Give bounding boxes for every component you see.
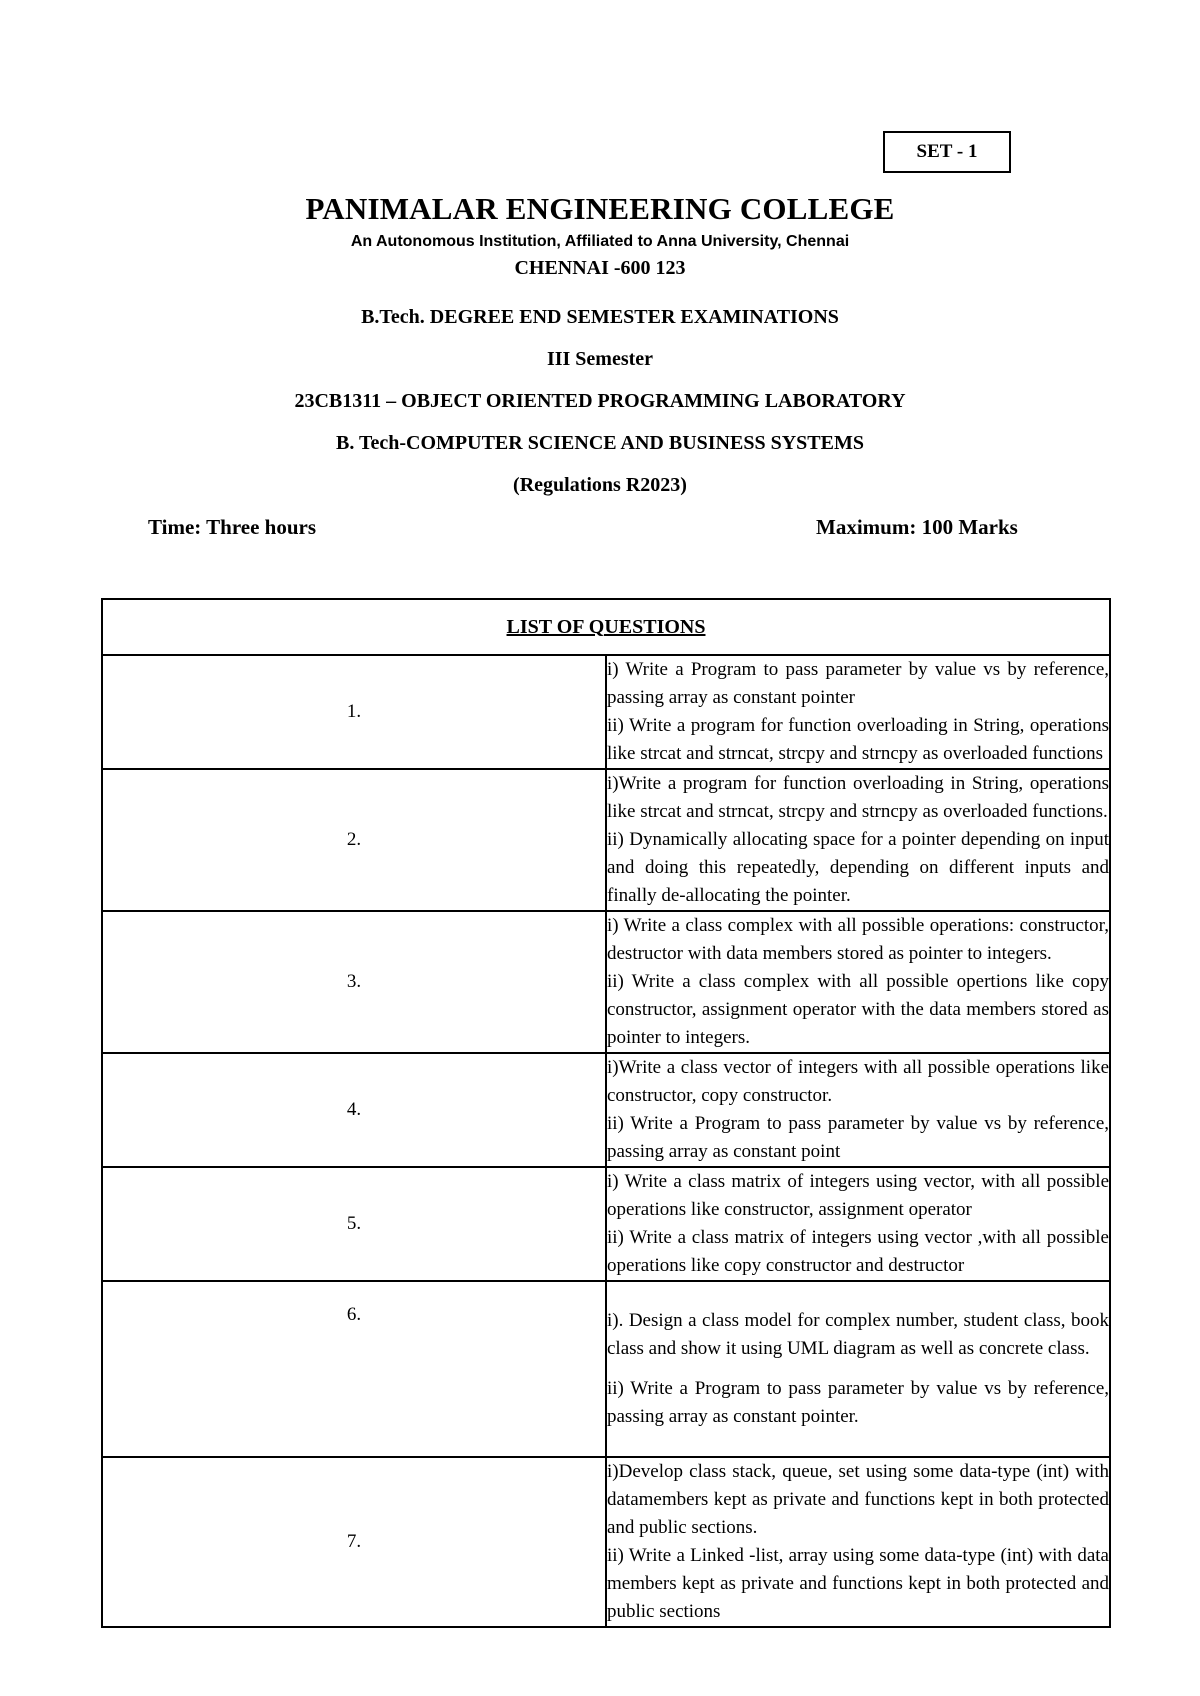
question-part: ii) Write a Linked -list, array using some data-type (int) with data members kept as private and functions kept in both protected and public sections [607,1545,1109,1622]
college-name: PANIMALAR ENGINEERING COLLEGE [305,191,895,226]
question-number: 3. [102,911,606,1053]
branch: B. Tech-COMPUTER SCIENCE AND BUSINESS SYSTEMS [336,432,864,454]
question-part: i)Write a class vector of integers with all possible operations like constructor, copy constructor. [607,1057,1109,1106]
question-number: 2. [102,769,606,911]
question-part: i). Design a class model for complex number, student class, book class and show it using UML diagram as well as concrete class. [607,1310,1109,1359]
question-text [606,769,1110,911]
table-row [102,1457,1110,1627]
question-number: 4. [102,1053,606,1167]
semester: III Semester [546,348,654,370]
question-text [606,655,1110,769]
question-number: 1. [102,655,606,769]
table-row [102,1167,1110,1281]
question-part: ii) Write a program for function overloading in String, operations like strcat and strncat, strcpy and strncpy as overloaded functions [607,715,1109,764]
table-row [102,911,1110,1053]
question-text [606,1053,1110,1167]
question-part: ii) Write a class complex with all possible opertions like copy constructor, assignment operator with the data members stored as pointer to integers. [607,971,1109,1048]
table-row [102,655,1110,769]
question-part: i) Write a class complex with all possible operations: constructor, destructor with data members stored as pointer to integers. [607,915,1109,964]
question-part: i)Write a program for function overloading in String, operations like strcat and strncat, strcpy and strncpy as overloaded functions. [607,773,1109,822]
max-marks: Maximum: 100 Marks [816,515,1018,539]
question-part: i) Write a class matrix of integers using vector, with all possible operations like constructor, assignment operator [607,1171,1109,1220]
question-part: ii) Dynamically allocating space for a pointer depending on input and doing this repeatedly, depending on different inputs and finally de-allocating the pointer. [607,829,1109,906]
exam-time: Time: Three hours [148,515,317,539]
table-row [102,1281,1110,1457]
question-part: i) Write a Program to pass parameter by value vs by reference, passing array as constant pointer [607,659,1109,708]
question-text [606,1457,1110,1627]
question-text [606,1281,1110,1457]
regulations: (Regulations R2023) [513,474,687,496]
question-part: ii) Write a class matrix of integers using vector ,with all possible operations like copy constructor and destructor [607,1227,1109,1276]
course-title: 23CB1311 – OBJECT ORIENTED PROGRAMMING LABORATORY [294,390,906,412]
degree-title: B.Tech. DEGREE END SEMESTER EXAMINATIONS [361,306,839,328]
table-header-row [102,599,1110,655]
affiliation: An Autonomous Institution, Affiliated to Anna University, Chennai [350,233,850,250]
city: CHENNAI -600 123 [514,257,686,279]
questions-title: LIST OF QUESTIONS [102,599,1110,655]
question-text [606,911,1110,1053]
question-number: 7. [102,1457,606,1627]
set-label: SET - 1 [883,131,1011,173]
question-number: 5. [102,1167,606,1281]
questions-table [101,598,1111,1628]
question-part: i)Develop class stack, queue, set using some data-type (int) with datamembers kept as private and functions kept in both protected and public sections. [607,1461,1109,1538]
question-part: ii) Write a Program to pass parameter by value vs by reference, passing array as constant point [607,1113,1109,1162]
question-number: 6. [102,1281,606,1457]
question-text [606,1167,1110,1281]
table-row [102,769,1110,911]
question-part: ii) Write a Program to pass parameter by value vs by reference, passing array as constant pointer. [607,1378,1109,1427]
table-row [102,1053,1110,1167]
